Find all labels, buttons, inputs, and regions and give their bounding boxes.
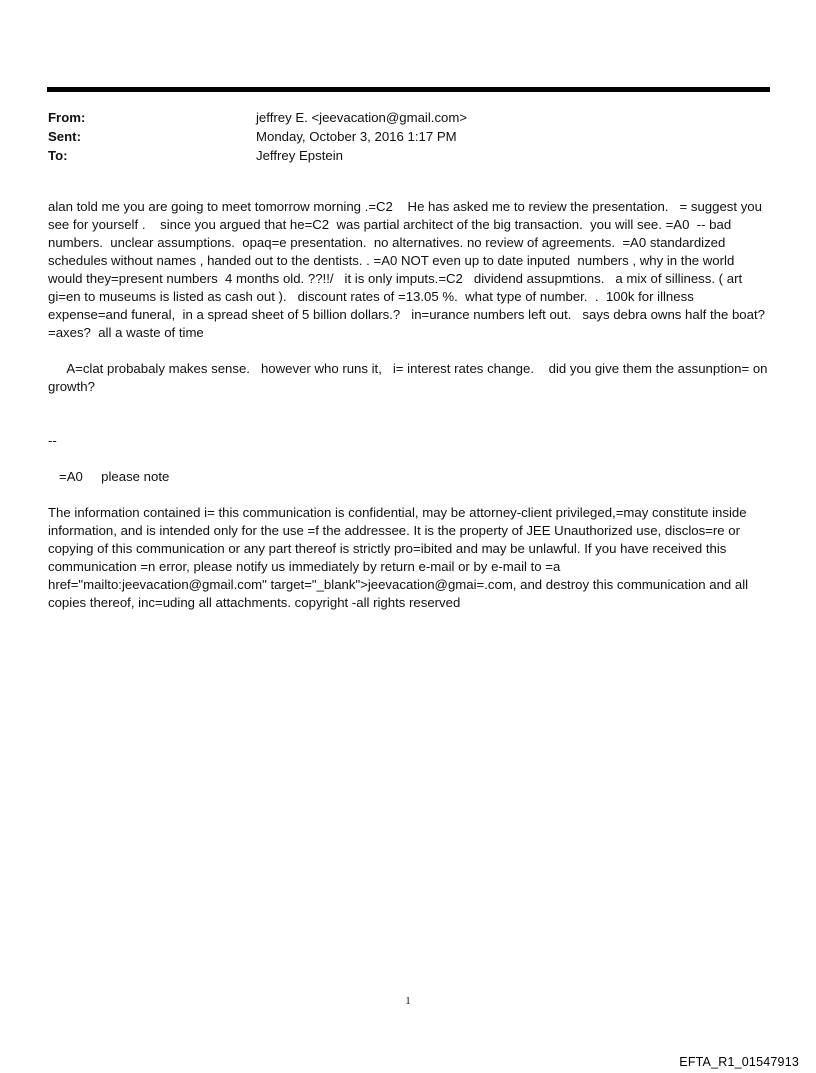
email-body <box>48 198 773 612</box>
to-label: To: <box>48 148 68 163</box>
from-value: jeffrey E. <jeevacation@gmail.com> <box>256 110 468 125</box>
sent-label: Sent: <box>48 129 81 144</box>
from-label: From: <box>48 110 86 125</box>
from-row <box>48 108 768 127</box>
signature-separator: -- <box>48 433 57 448</box>
to-value: Jeffrey Epstein <box>256 148 343 163</box>
confidentiality-disclaimer: The information contained i= this communication is confidential, may be attorney-client privileged,=may constitute inside information, and is intended only for the use =f the addressee. It is the property of JEE Unauthorized use, disclos=re or copying of this communication or any part thereof is strictly pro=ibited and may be unlawful. If you have received this communication =n error, please notify us immediately by return e-mail or by e-mail to =a href="mailto:jeevacation@gmail.com" target="_blank">jeevacation@gmai=.com, and destroy this communication and all copies thereof, inc=uding all attachments. copyright -all rights reserved <box>48 505 752 610</box>
body-paragraph-2: A=clat probabaly makes sense. however who runs it, i= interest rates change. did you give them the assunption= on growth? <box>48 361 772 394</box>
body-paragraph-1: alan told me you are going to meet tomorrow morning .=C2 He has asked me to review the presentation. = suggest you see for yourself . since you argued that he=C2 was partial architect of the big transaction. you will see. =A0 -- bad numbers. unclear assumptions. opaq=e presentation. no alternatives. no review of agreements. =A0 standardized schedules without names , handed out to the dentists. . =A0 NOT even up to date inputed numbers , why in the world would they=present numbers 4 months old. ??!!/ it is only imputs.=C2 dividend assupmtions. a mix of silliness. ( art gi=en to museums is listed as cash out ). discount rates of =13.05 %. what type of number. . 100k for illness expense=and funeral, in a spread sheet of 5 billion dollars.? in=urance numbers left out. says debra owns half the boat? =axes? all a waste of time <box>48 199 773 340</box>
to-row <box>48 146 768 165</box>
header-divider-rule <box>47 87 770 92</box>
sent-value: Monday, October 3, 2016 1:17 PM <box>256 129 457 144</box>
page-number: 1 <box>405 995 411 1007</box>
please-note-line: =A0 please note <box>48 469 170 484</box>
sent-row <box>48 127 768 146</box>
document-id: EFTA_R1_01547913 <box>679 1055 799 1069</box>
email-header <box>48 108 768 165</box>
